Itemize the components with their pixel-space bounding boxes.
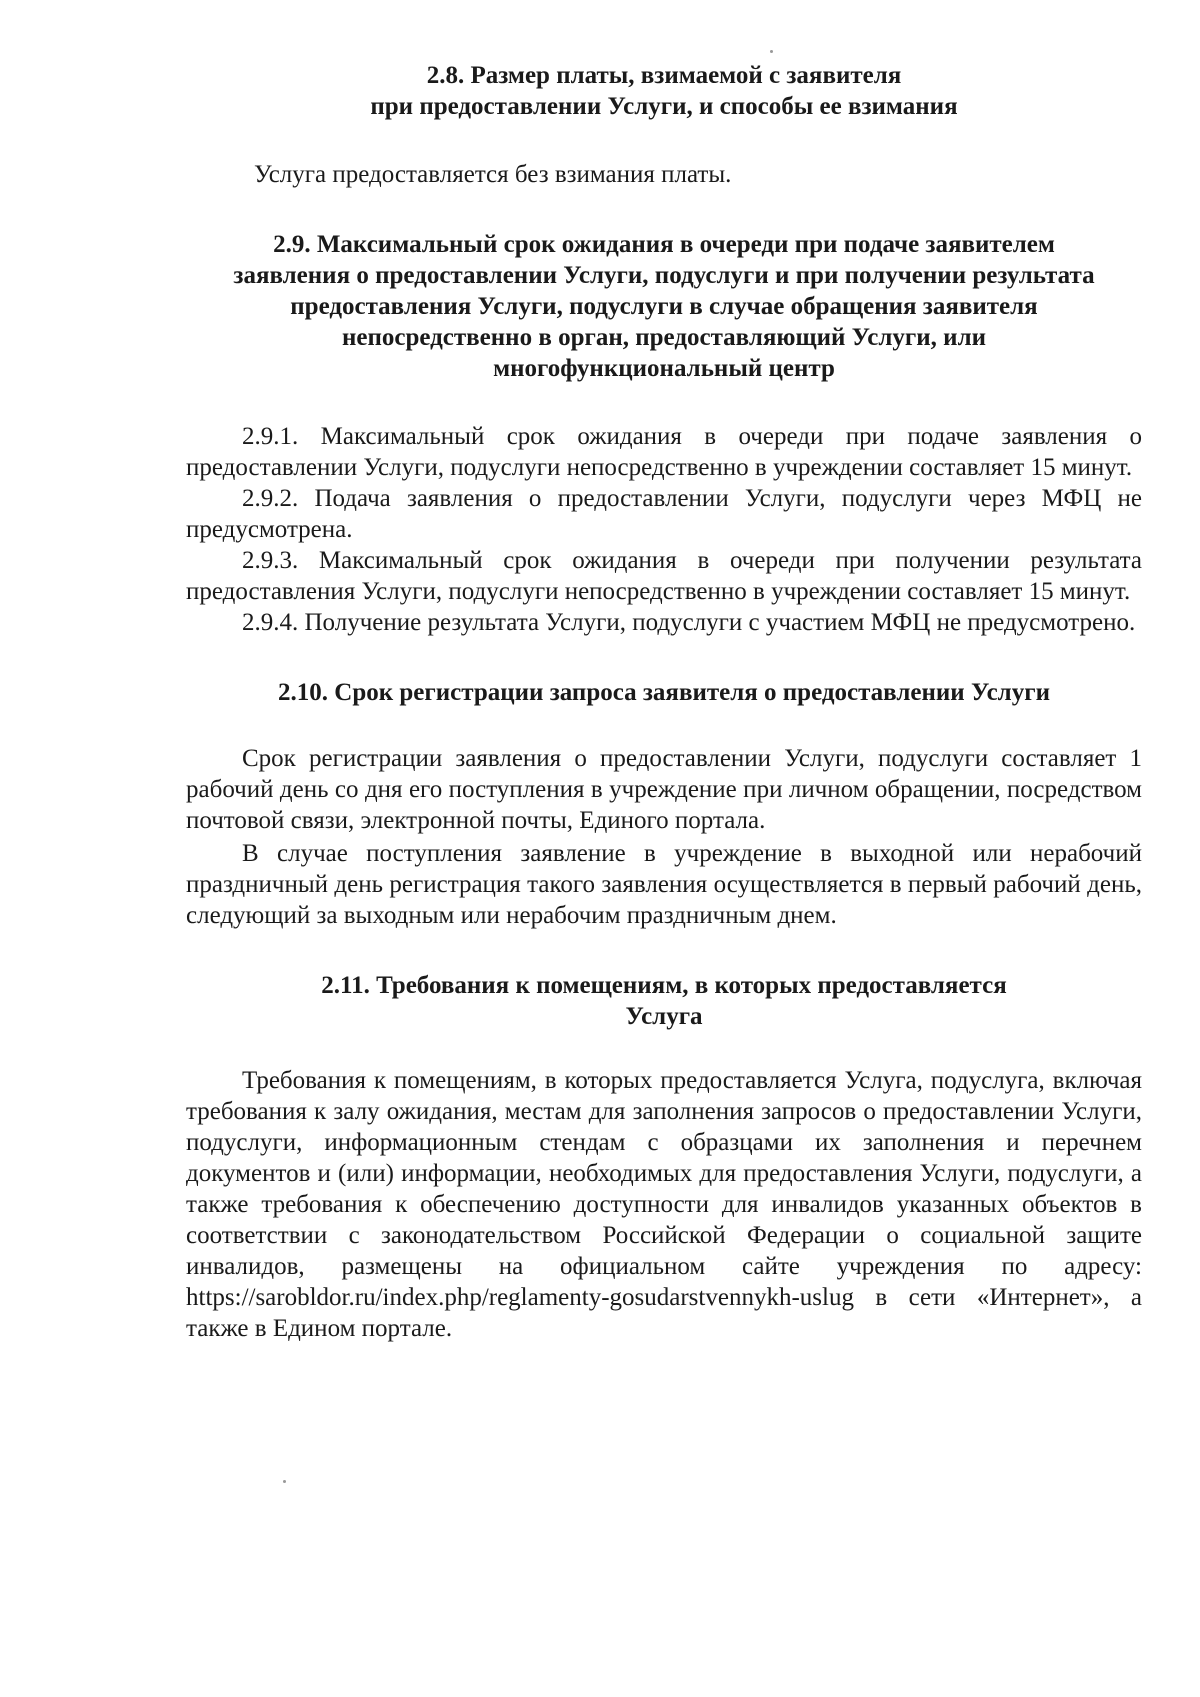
section-heading-2-9: [186, 229, 1142, 384]
paragraph-2-9-1: 2.9.1. Максимальный срок ожидания в очереди при подаче заявления о предоставлении Услуги, подуслуги непосредственно в учреждении составляет 15 минут.: [186, 423, 1142, 481]
document-body: [186, 60, 1142, 1344]
section-heading-2-10: [186, 677, 1142, 708]
paragraph-2-9-2: 2.9.2. Подача заявления о предоставлении Услуги, подуслуги через МФЦ не предусмотрена.: [186, 485, 1142, 543]
paragraph-2-9-3: 2.9.3. Максимальный срок ожидания в очереди при получении результата предоставления Услуги, подуслуги непосредственно в учреждении составляет 15 минут.: [186, 547, 1142, 605]
paragraph-2-10-1: Срок регистрации заявления о предоставлении Услуги, подуслуги составляет 1 рабочий день со дня его поступления в учреждение при личном обращении, посредством почтовой связи, электронной почты, Единого портала.: [186, 745, 1142, 834]
scan-speck: [283, 1480, 286, 1483]
heading-line: непосредственно в орган, предоставляющий Услуги, или: [341, 324, 987, 351]
paragraph-2-9-4: 2.9.4. Получение результата Услуги, подуслуги с участием МФЦ не предусмотрено.: [242, 609, 1136, 636]
section-heading-2-8: [186, 60, 1142, 122]
heading-line: предоставления Услуги, подуслуги в случае обращения заявителя: [290, 293, 1038, 320]
heading-line: 2.11. Требования к помещениям, в которых предоставляется: [321, 972, 1007, 999]
heading-line: Услуга: [625, 1003, 703, 1030]
section-heading-2-11: [186, 970, 1142, 1032]
heading-line: заявления о предоставлении Услуги, подуслуги и при получении результата: [233, 262, 1095, 289]
paragraph-2-8: Услуга предоставляется без взимания платы.: [254, 161, 732, 188]
heading-line: 2.10. Срок регистрации запроса заявителя о предоставлении Услуги: [278, 679, 1050, 706]
paragraph-2-11: Требования к помещениям, в которых предоставляется Услуга, подуслуга, включая требования к залу ожидания, местам для заполнения запросов о предоставлении Услуги, подуслуги, информационным стендам с образцами их заполнения и перечнем документов и (или) информации, необходимых для предоставления Услуги, подуслуги, а также требования к обеспечению доступности для инвалидов указанных объектов в соответствии с законодательством Российской Федерации о социальной защите инвалидов, размещены на официальном сайте учреждения по адресу: https://sarobldor.ru/index.php/reglamenty-gosudarstvennykh-uslug в сети «Интернет», а также в Едином портале.: [186, 1067, 1142, 1342]
heading-line: 2.8. Размер платы, взимаемой с заявителя: [426, 62, 902, 89]
heading-line: при предоставлении Услуги, и способы ее взимания: [370, 93, 958, 120]
heading-line: 2.9. Максимальный срок ожидания в очереди при подаче заявителем: [273, 231, 1055, 258]
scan-speck: [770, 50, 773, 53]
paragraph-2-10-2: В случае поступления заявление в учреждение в выходной или нерабочий праздничный день регистрация такого заявления осуществляется в первый рабочий день, следующий за выходным или нерабочим праздничным днем.: [186, 840, 1142, 929]
heading-line: многофункциональный центр: [493, 355, 835, 382]
